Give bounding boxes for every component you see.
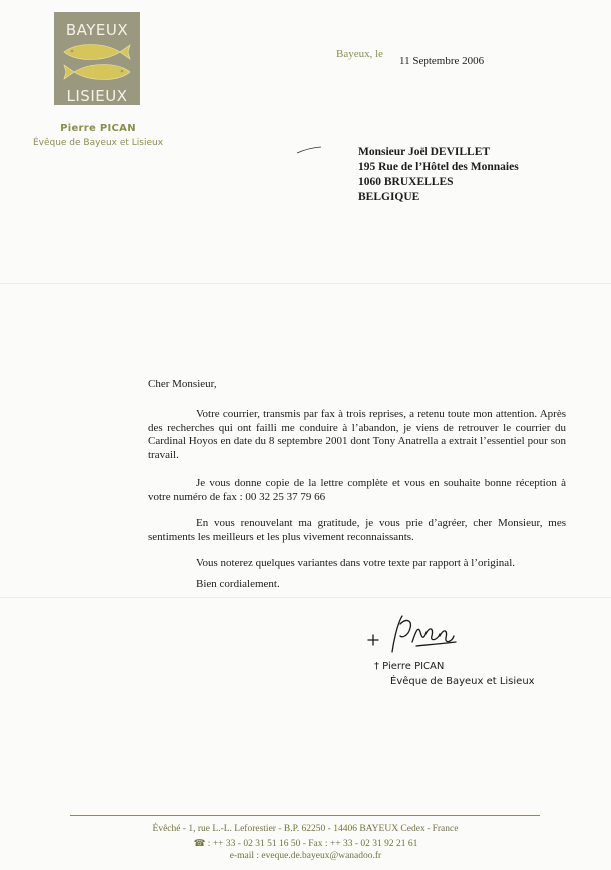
fish-emblem-icon xyxy=(60,40,134,84)
date-place: Bayeux, le xyxy=(336,48,384,60)
handwritten-signature xyxy=(366,612,462,658)
sender-title: Évêque de Bayeux et Lisieux xyxy=(32,138,164,148)
paragraph-text: En vous renouvelant ma gratitude, je vous prie d’agréer, cher Monsieur, mes sentiments les meilleurs et les plus vivement reconnaissants. xyxy=(148,517,566,543)
salutation: Cher Monsieur, xyxy=(148,378,217,390)
recipient-name: Monsieur Joël DEVILLET xyxy=(358,146,491,158)
recipient-address xyxy=(358,145,519,205)
recipient-country: BELGIQUE xyxy=(358,191,420,203)
fold-line xyxy=(0,283,611,284)
paragraph xyxy=(148,408,566,462)
letter-date: 11 Septembre 2006 xyxy=(399,55,485,67)
logo-text-bottom: LISIEUX xyxy=(66,87,128,105)
recipient-street: 195 Rue de l’Hôtel des Monnaies xyxy=(358,161,519,173)
signatory-title: Évêque de Bayeux et Lisieux xyxy=(390,676,535,687)
closing: Bien cordialement. xyxy=(196,578,280,590)
paragraph-text: Je vous donne copie de la lettre complète et vous en souhaite bonne réception à votre numéro de fax : 00 32 25 37 79 66 xyxy=(148,477,566,503)
footer-email: e-mail : eveque.de.bayeux@wanadoo.fr xyxy=(229,851,382,861)
footer-divider xyxy=(70,815,540,816)
footer-address: Évêché - 1, rue L.-L. Leforestier - B.P. 62250 - 14406 BAYEUX Cedex - France xyxy=(152,824,459,834)
recipient-city: 1060 BRUXELLES xyxy=(358,176,454,188)
diocese-logo xyxy=(54,12,140,105)
sender-name: Pierre PICAN xyxy=(60,123,136,134)
paragraph xyxy=(148,517,566,544)
paragraph-text: Vous noterez quelques variantes dans votre texte par rapport à l’original. xyxy=(196,557,515,569)
logo-text-top: BAYEUX xyxy=(65,21,129,39)
pen-mark-icon xyxy=(296,146,322,154)
paragraph xyxy=(196,557,566,571)
signatory-name: † Pierre PICAN xyxy=(374,661,445,672)
footer-phone-fax: ☎ : ++ 33 - 02 31 51 16 50 - Fax : ++ 33 - 02 31 92 21 61 xyxy=(193,839,418,849)
fold-line xyxy=(0,597,611,598)
paragraph-text: Votre courrier, transmis par fax à trois reprises, a retenu toute mon attention. Après des recherches qui ont failli me conduire à l’abandon, je viens de retrouver le courrier du Cardinal Hoyos en date du 8 septembre 2001 dont Tony Anatrella a extrait l’essentiel pour son travail. xyxy=(148,408,566,461)
paragraph xyxy=(148,477,566,504)
